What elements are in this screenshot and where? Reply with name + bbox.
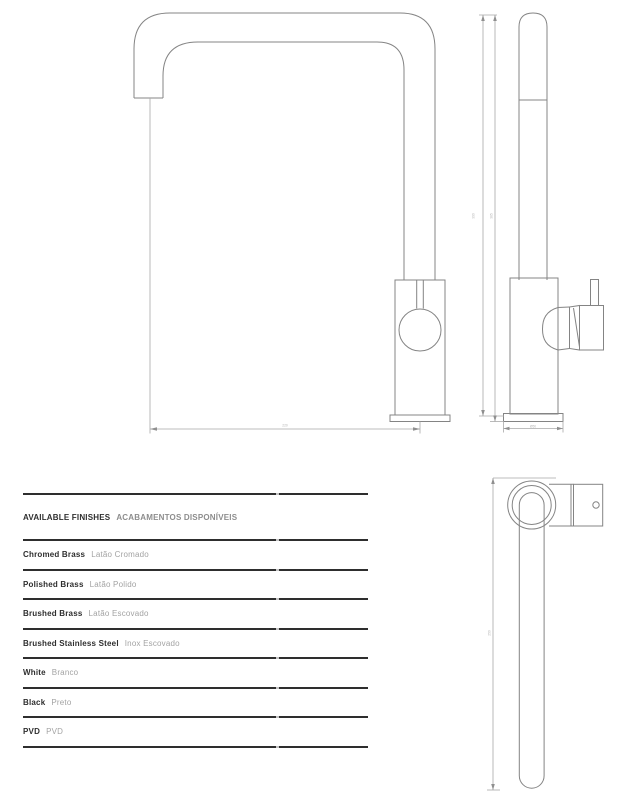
finish-name-pt: Latão Escovado [88,609,149,619]
finish-name-en: Black [23,697,46,707]
finish-name-en: Chromed Brass [23,550,86,560]
table-divider [23,657,368,659]
side-view-drawing [479,13,604,433]
finish-name-en: Brushed Stainless Steel [23,638,119,648]
side-height-inner-label: 385 [490,213,494,219]
finish-name-pt: Latão Cromado [91,550,149,560]
finish-row-brushed-stainless-steel [23,630,368,658]
table-divider [23,628,368,630]
finish-name-en: Polished Brass [23,579,84,589]
table-divider [23,716,368,718]
finish-row-white [23,659,368,687]
finish-name-en: PVD [23,727,41,737]
top-view-drawing [487,478,603,790]
finishes-table-header [23,495,368,539]
finish-name-pt: PVD [46,727,64,737]
table-divider [23,569,368,571]
front-view-drawing [134,13,450,434]
finishes-table [23,493,368,748]
finish-row-pvd [23,718,368,746]
finish-name-en: White [23,668,46,678]
finish-name-pt: Inox Escovado [124,638,180,648]
table-divider [23,687,368,689]
table-divider [23,539,368,541]
table-divider [23,598,368,600]
table-divider [23,746,368,748]
top-view-length-label: 250 [488,630,492,636]
finish-row-brushed-brass [23,600,368,628]
finish-name-en: Brushed Brass [23,609,83,619]
side-height-outer-label: 390 [472,213,476,219]
finish-name-pt: Branco [51,668,79,678]
table-header-pt: ACABAMENTOS DISPONÍVEIS [116,512,238,522]
finish-row-polished-brass [23,571,368,599]
finish-row-chromed-brass [23,541,368,569]
finish-name-pt: Preto [51,697,72,707]
table-divider [23,493,368,495]
front-spout-reach-label: 220 [282,424,288,428]
finish-row-black [23,689,368,717]
table-header-en: AVAILABLE FINISHES [23,512,111,522]
finish-name-pt: Latão Polido [89,579,137,589]
base-diameter-label: Ø50 [529,424,537,429]
